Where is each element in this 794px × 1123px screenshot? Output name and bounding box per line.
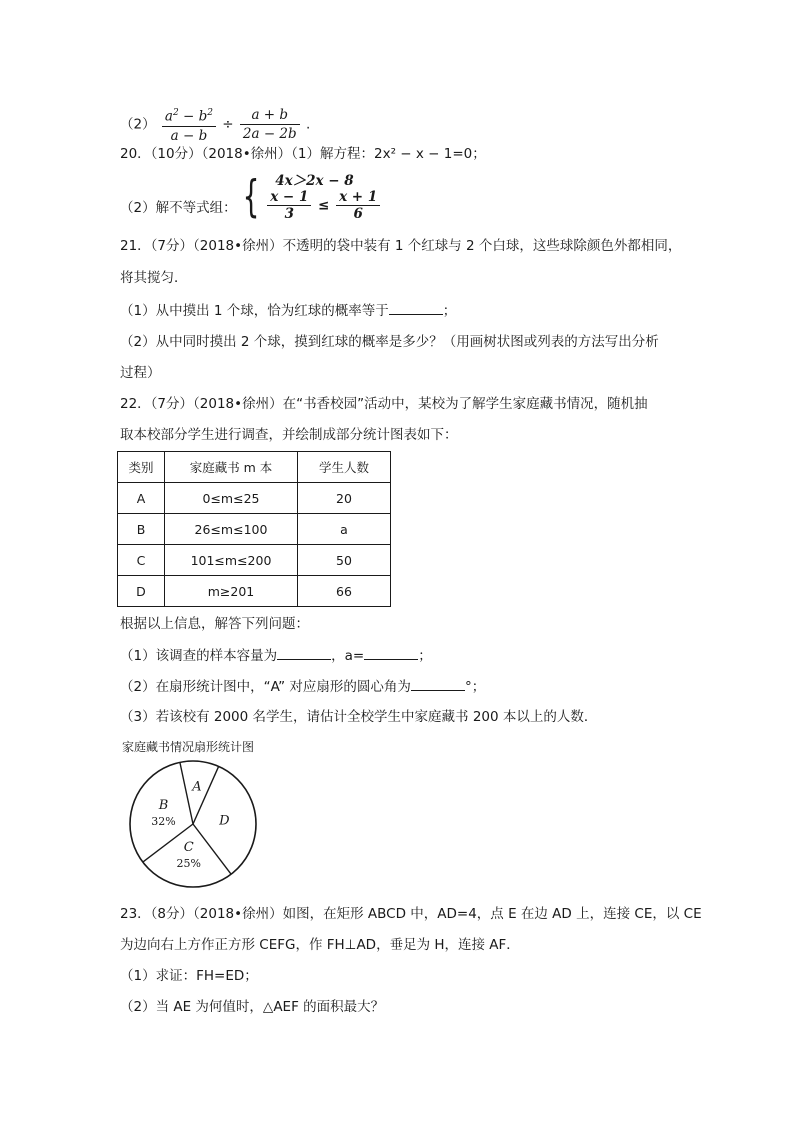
table-header-row: [118, 452, 391, 483]
q19-part2: [120, 104, 310, 148]
table-cell: m≥201: [165, 576, 298, 607]
q22-part2-text: （2）在扇形统计图中，“A” 对应扇形的圆心角为: [120, 679, 411, 695]
table-row: [118, 576, 391, 607]
q23-line2: 为边向右上方作正方形 CEFG，作 FH⊥AD，垂足为 H，连接 AF．: [120, 937, 520, 953]
q22-part2: [120, 676, 485, 697]
q20-ineq2-num-left: x − 1: [267, 189, 311, 206]
q20-system: [265, 173, 382, 222]
q22-intro: 根据以上信息，解答下列问题：: [120, 616, 309, 632]
q19-end: .: [305, 116, 311, 133]
q20-ineq2-rel: ≤: [318, 197, 330, 214]
pie-label-a: A: [192, 779, 202, 795]
q19-num2: a + b: [240, 106, 300, 125]
q19-den2: 2a − 2b: [242, 125, 297, 142]
table-row: [118, 514, 391, 545]
q21-part1-text: （1）从中摸出 1 个球，恰为红球的概率等于: [120, 303, 389, 319]
table-cell: 101≤m≤200: [165, 545, 298, 576]
pie-chart-title: 家庭藏书情况扇形统计图: [122, 740, 255, 754]
q20-brace: {: [242, 171, 260, 222]
table-header-cell: 类别: [118, 452, 165, 483]
q22-sample-blank: [277, 645, 331, 660]
q20-ineq2-den-left: 3: [284, 206, 294, 222]
pie-percent-c: 25%: [176, 857, 201, 871]
table-header-cell: 家庭藏书 m 本: [165, 452, 298, 483]
q21-line2: 将其搅匀．: [120, 270, 188, 286]
q20-ineq2: [265, 189, 382, 222]
q22-line2: 取本校部分学生进行调查，并绘制成部分统计图表如下：: [120, 427, 458, 443]
q22-part1-text: （1）该调查的样本容量为: [120, 648, 278, 664]
q22-a-blank: [364, 645, 418, 660]
q20-ineq2-den-right: 6: [353, 206, 363, 222]
table-cell: B: [118, 514, 165, 545]
q20-ineq1: 4x＞2x − 8: [275, 173, 354, 189]
q19-part-label: （2）: [120, 116, 156, 133]
table-header-cell: 学生人数: [298, 452, 391, 483]
q22-line1: 22．（7分）（2018•徐州）在“书香校园”活动中，某校为了解学生家庭藏书情况，随机抽: [120, 396, 648, 412]
q21-part2: （2）从中同时摸出 2 个球，摸到红球的概率是多少？（用画树状图或列表的方法写出分析: [120, 334, 659, 350]
q22-part1: [120, 645, 432, 666]
table-cell: a: [298, 514, 391, 545]
q22-part1-end: ；: [418, 648, 432, 664]
q19-num1-mid: −: [178, 108, 199, 125]
q20-header: 20．（10分）（2018•徐州）（1）解方程：2x² − x − 1=0；: [120, 146, 486, 162]
q19-fraction-2: [240, 106, 300, 143]
q22-part1-mid: ，a=: [331, 648, 365, 664]
q19-divide-sign: ÷: [222, 116, 234, 133]
q21-part1: [120, 300, 456, 321]
table-row: [118, 483, 391, 514]
q23-line1: 23．（8分）（2018•徐州）如图，在矩形 ABCD 中，AD=4，点 E 在边 AD 上，连接 CE，以 CE: [120, 906, 702, 922]
pie-label-d: D: [219, 813, 230, 829]
q22-part2-end: °；: [464, 679, 486, 695]
q23-part2: （2）当 AE 为何值时，△AEF 的面积最大？: [120, 999, 385, 1015]
pie-percent-b: 32%: [151, 815, 176, 829]
pie-chart: [112, 756, 272, 896]
q22-angle-blank: [411, 676, 465, 691]
q21-part2-cont: 过程）: [120, 365, 161, 381]
table-cell: A: [118, 483, 165, 514]
q21-part1-end: ；: [442, 303, 457, 319]
q19-fraction-1: $\frac{a^2 - b^2}{a - b}$: [162, 104, 216, 145]
table-cell: 26≤m≤100: [165, 514, 298, 545]
q20-ineq2-num-right: x + 1: [336, 189, 380, 206]
q19-num1-a: a: [164, 108, 173, 125]
table-row: [118, 545, 391, 576]
q21-answer-blank: [389, 300, 443, 315]
q20-part2: [120, 172, 382, 228]
q19-num1-b: b: [198, 108, 208, 125]
table-cell: D: [118, 576, 165, 607]
table-cell: 0≤m≤25: [165, 483, 298, 514]
q23-part1: （1）求证：FH=ED；: [120, 968, 258, 984]
q21-line1: 21．（7分）（2018•徐州）不透明的袋中装有 1 个红球与 2 个白球，这些球除颜色外都相同，: [120, 238, 682, 254]
pie-label-b: B: [158, 798, 169, 814]
q20-part2-label: （2）解不等式组：: [120, 200, 237, 216]
pie-label-c: C: [183, 840, 194, 856]
table-cell: 50: [298, 545, 391, 576]
q19-den1: a − b: [170, 127, 208, 144]
q22-part3: （3）若该校有 2000 名学生，请估计全校学生中家庭藏书 200 本以上的人数．: [120, 709, 598, 725]
q22-table: [117, 451, 391, 607]
table-cell: C: [118, 545, 165, 576]
table-cell: 66: [298, 576, 391, 607]
table-cell: 20: [298, 483, 391, 514]
